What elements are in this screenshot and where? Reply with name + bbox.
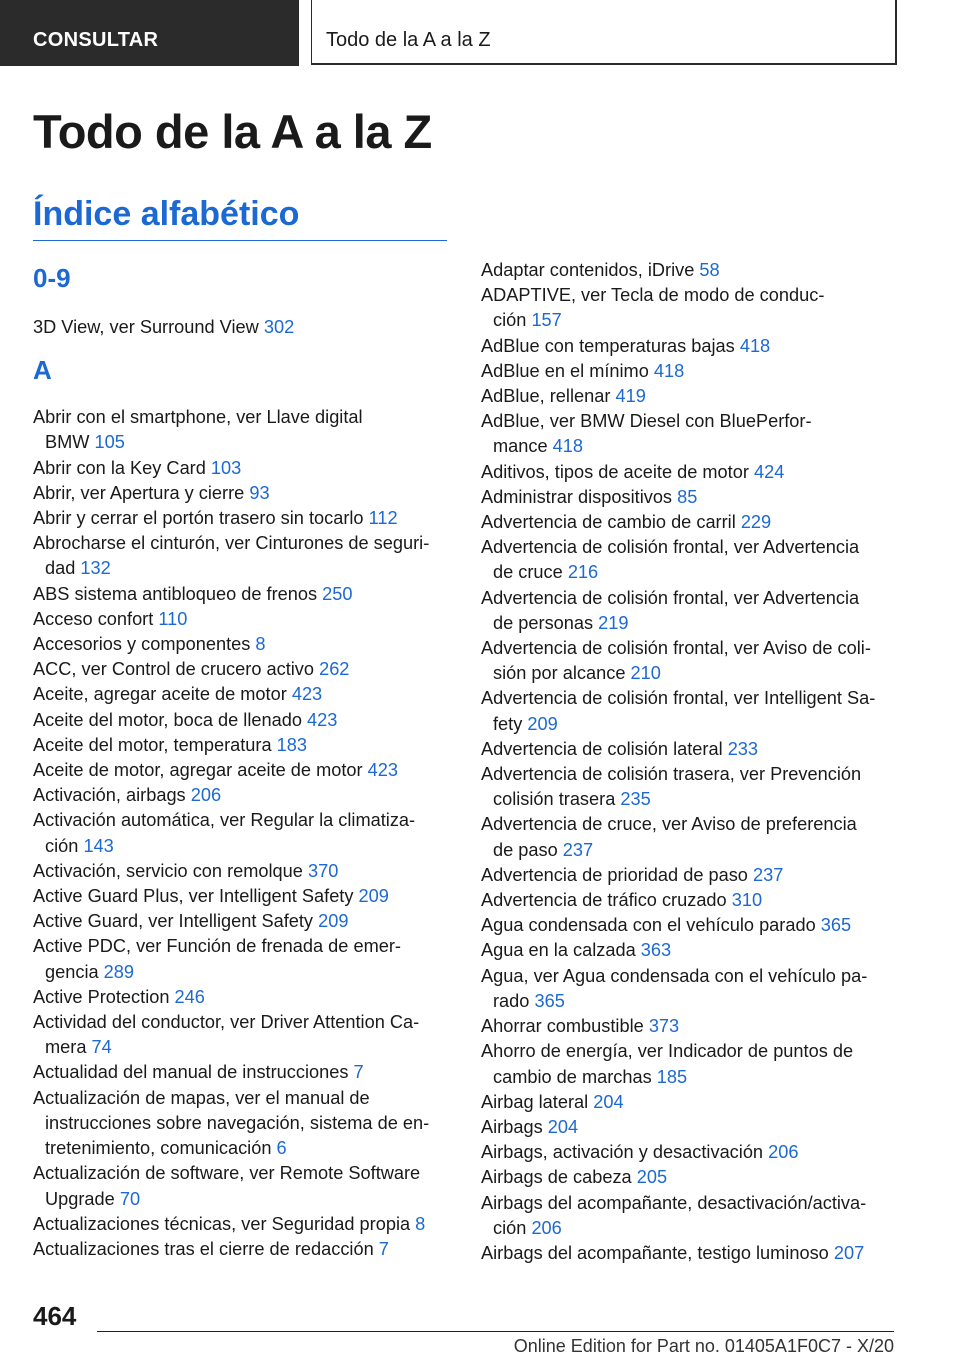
index-entry-text: de paso bbox=[493, 839, 558, 860]
page-reference-link[interactable]: 74 bbox=[91, 1037, 112, 1058]
index-entry bbox=[481, 636, 901, 686]
page-reference-link[interactable]: 7 bbox=[378, 1238, 389, 1259]
index-entry-text: Airbags, activación y desactivación bbox=[481, 1142, 764, 1163]
index-entry bbox=[33, 682, 453, 707]
page-reference-link[interactable]: 105 bbox=[94, 432, 125, 453]
edition-footer: Online Edition for Part no. 01405A1F0C7 - X/20 bbox=[513, 1336, 894, 1356]
index-entry bbox=[33, 808, 453, 858]
index-entry-text: Abrir con el smartphone, ver Llave digital bbox=[33, 407, 363, 428]
index-entry-text: AdBlue en el mínimo bbox=[481, 360, 649, 381]
page-reference-link[interactable]: 185 bbox=[656, 1066, 688, 1087]
index-entry bbox=[481, 1241, 901, 1266]
page-reference-link[interactable]: 365 bbox=[534, 990, 565, 1011]
breadcrumb bbox=[311, 0, 897, 65]
index-entry-text: Advertencia de cruce, ver Aviso de preferencia bbox=[481, 814, 857, 835]
index-entry bbox=[33, 934, 453, 984]
index-entry bbox=[481, 1014, 901, 1039]
index-entry-text: de cruce bbox=[493, 562, 563, 583]
index-entry-text: mera bbox=[45, 1037, 87, 1058]
index-entry bbox=[481, 334, 901, 359]
page-reference-link[interactable]: 206 bbox=[768, 1142, 799, 1163]
page-reference-link[interactable]: 206 bbox=[531, 1217, 562, 1238]
index-entry bbox=[33, 708, 453, 733]
index-entry-text: Active Protection bbox=[33, 986, 170, 1007]
section-tab-label: CONSULTAR bbox=[33, 29, 159, 51]
index-entry-text: Airbags bbox=[481, 1116, 543, 1137]
index-entry bbox=[33, 985, 453, 1010]
index-entry-text: Abrir con la Key Card bbox=[33, 457, 206, 478]
page-reference-link[interactable]: 204 bbox=[593, 1091, 624, 1112]
index-entry-text: Ahorro de energía, ver Indicador de puntos de bbox=[481, 1041, 854, 1062]
page-reference-link[interactable]: 183 bbox=[276, 734, 307, 755]
index-entry bbox=[33, 632, 453, 657]
index-entry-text: Actualizaciones técnicas, ver Seguridad propia bbox=[33, 1213, 411, 1234]
page-reference-link[interactable]: 370 bbox=[307, 860, 339, 881]
index-entry-text: Active Guard, ver Intelligent Safety bbox=[33, 911, 314, 932]
page-reference-link[interactable]: 103 bbox=[210, 457, 242, 478]
page-reference-link[interactable]: 250 bbox=[322, 583, 353, 604]
footer-divider bbox=[97, 1331, 894, 1332]
breadcrumb-label: Todo de la A a la Z bbox=[326, 29, 491, 51]
index-entry bbox=[33, 859, 453, 884]
index-entry-text: Airbags del acompañante, desactivación/activa- bbox=[481, 1192, 867, 1213]
index-entry bbox=[33, 909, 453, 934]
index-entry bbox=[481, 737, 901, 762]
index-entry-text: ACC, ver Control de crucero activo bbox=[33, 659, 315, 680]
page-reference-link[interactable]: 8 bbox=[255, 634, 266, 655]
page-reference-link[interactable]: 419 bbox=[615, 386, 646, 407]
page-reference-link[interactable]: 216 bbox=[567, 562, 599, 583]
index-entry-text: Upgrade bbox=[45, 1188, 115, 1209]
index-entry bbox=[481, 1191, 901, 1241]
page-reference-link[interactable]: 237 bbox=[562, 839, 594, 860]
index-entry bbox=[33, 607, 453, 632]
index-entry-text: Activación automática, ver Regular la climatiza- bbox=[33, 810, 416, 831]
index-entry bbox=[33, 405, 453, 455]
page-reference-link[interactable]: 204 bbox=[547, 1116, 579, 1137]
page-reference-link[interactable]: 207 bbox=[833, 1242, 865, 1263]
index-entry-text: de personas bbox=[493, 612, 594, 633]
index-entry bbox=[481, 359, 901, 384]
page-reference-link[interactable]: 418 bbox=[739, 335, 771, 356]
index-entry bbox=[481, 460, 901, 485]
index-entry bbox=[33, 506, 453, 531]
index-entry bbox=[481, 283, 901, 333]
page-reference-link[interactable]: 112 bbox=[368, 508, 398, 529]
page-reference-link[interactable]: 110 bbox=[158, 608, 188, 629]
index-entry bbox=[481, 1165, 901, 1190]
index-entry bbox=[481, 1090, 901, 1115]
index-entry-text: Agua en la calzada bbox=[481, 940, 636, 961]
page-reference-link[interactable]: 205 bbox=[636, 1167, 668, 1188]
index-entry-text: Advertencia de colisión lateral bbox=[481, 738, 723, 759]
page-reference-link[interactable]: 157 bbox=[531, 310, 562, 331]
page-reference-link[interactable]: 418 bbox=[653, 360, 685, 381]
index-entry-text: AdBlue, rellenar bbox=[481, 386, 611, 407]
index-entry-text: Abrocharse el cinturón, ver Cinturones de seguri- bbox=[33, 533, 430, 554]
index-entry bbox=[33, 657, 453, 682]
index-entry-text: Advertencia de colisión frontal, ver Aviso de coli- bbox=[481, 638, 871, 659]
index-entry bbox=[481, 913, 901, 938]
index-entry-text: Actualidad del manual de instrucciones bbox=[33, 1062, 349, 1083]
index-entry bbox=[33, 582, 453, 607]
index-entry-text: Aceite, agregar aceite de motor bbox=[33, 684, 287, 705]
index-entry-text: Advertencia de prioridad de paso bbox=[481, 864, 748, 885]
index-section-heading: A bbox=[33, 355, 52, 386]
index-entry bbox=[33, 1086, 453, 1162]
index-entry bbox=[481, 1039, 901, 1089]
page-reference-link[interactable]: 143 bbox=[83, 835, 114, 856]
page-title: Todo de la A a la Z bbox=[33, 105, 432, 158]
page-reference-link[interactable]: 6 bbox=[276, 1138, 287, 1159]
page-reference-link[interactable]: 365 bbox=[820, 915, 852, 936]
page-reference-link[interactable]: 210 bbox=[630, 663, 661, 684]
index-entry bbox=[33, 783, 453, 808]
index-entry-text: Aceite de motor, agregar aceite de motor bbox=[33, 760, 363, 781]
index-entry-text: Abrir y cerrar el portón trasero sin tocarlo bbox=[33, 508, 364, 529]
index-entry-text: Advertencia de colisión trasera, ver Prevención bbox=[481, 764, 862, 785]
index-entry-text: BMW bbox=[45, 432, 90, 453]
page-reference-link[interactable]: 237 bbox=[753, 864, 784, 885]
index-entry-text: Advertencia de tráfico cruzado bbox=[481, 890, 727, 911]
index-entry bbox=[481, 812, 901, 862]
index-entry-text: sión por alcance bbox=[493, 663, 626, 684]
page-reference-link[interactable]: 418 bbox=[552, 436, 584, 457]
index-entry-text: Advertencia de cambio de carril bbox=[481, 512, 736, 533]
index-section-heading: 0-9 bbox=[33, 263, 71, 293]
index-entry bbox=[33, 1010, 453, 1060]
index-entry bbox=[33, 1237, 453, 1262]
index-entry bbox=[481, 1140, 901, 1165]
index-entry bbox=[481, 535, 901, 585]
index-entry-text: Abrir, ver Apertura y cierre bbox=[33, 482, 245, 503]
index-entry bbox=[481, 762, 901, 812]
index-entry-text: Aceite del motor, temperatura bbox=[33, 734, 272, 755]
index-entry bbox=[33, 1060, 453, 1085]
index-entry-text: ABS sistema antibloqueo de frenos bbox=[33, 583, 318, 604]
page-reference-link[interactable]: 233 bbox=[727, 738, 759, 759]
index-entry-text: AdBlue con temperaturas bajas bbox=[481, 335, 735, 356]
index-entry-text: ción bbox=[493, 310, 527, 331]
index-entry-text: Activación, airbags bbox=[33, 785, 186, 806]
index-entry-text: Aceite del motor, boca de llenado bbox=[33, 709, 302, 730]
index-entry bbox=[481, 1115, 901, 1140]
index-entry-text: Agua condensada con el vehículo parado bbox=[481, 915, 816, 936]
index-entry-text: colisión trasera bbox=[493, 789, 616, 810]
page-reference-link[interactable]: 235 bbox=[620, 789, 651, 810]
page-reference-link[interactable]: 229 bbox=[740, 512, 772, 533]
page-reference-link[interactable]: 219 bbox=[598, 612, 629, 633]
index-entry bbox=[33, 456, 453, 481]
index-entry-text: Airbags del acompañante, testigo luminoso bbox=[481, 1242, 829, 1263]
page-reference-link[interactable]: 423 bbox=[291, 684, 323, 705]
index-entry bbox=[481, 384, 901, 409]
section-tab[interactable] bbox=[0, 0, 299, 66]
page-reference-link[interactable]: 289 bbox=[103, 961, 135, 982]
index-entry bbox=[481, 863, 901, 888]
page-reference-link[interactable]: 363 bbox=[640, 940, 672, 961]
index-entry bbox=[481, 510, 901, 535]
index-entry-text: dad bbox=[45, 558, 76, 579]
index-entry bbox=[481, 586, 901, 636]
page-reference-link[interactable]: 85 bbox=[677, 486, 698, 507]
index-entry-text: Acceso confort bbox=[33, 608, 154, 629]
index-entry bbox=[33, 531, 453, 581]
page-reference-link[interactable]: 424 bbox=[753, 461, 785, 482]
page-reference-link[interactable]: 7 bbox=[353, 1062, 364, 1083]
page-reference-link[interactable]: 206 bbox=[190, 785, 222, 806]
page-reference-link[interactable]: 262 bbox=[319, 659, 350, 680]
index-entry bbox=[481, 964, 901, 1014]
page-reference-link[interactable]: 209 bbox=[527, 713, 558, 734]
index-entry-text: fety bbox=[493, 713, 523, 734]
index-column-right bbox=[481, 258, 901, 1266]
index-entry-text: gencia bbox=[45, 961, 99, 982]
index-entry-text: Active Guard Plus, ver Intelligent Safety bbox=[33, 886, 354, 907]
index-entry bbox=[481, 938, 901, 963]
page-reference-link[interactable]: 246 bbox=[174, 986, 205, 1007]
page-reference-link[interactable]: 209 bbox=[358, 886, 389, 907]
index-entry-text: ción bbox=[45, 835, 79, 856]
index-entry bbox=[33, 1161, 453, 1211]
index-entry-text: AdBlue, ver BMW Diesel con BluePerfor- bbox=[481, 411, 812, 432]
page-reference-link[interactable]: 132 bbox=[80, 558, 111, 579]
index-entry-text: Activación, servicio con remolque bbox=[33, 860, 303, 881]
index-entry-text: Advertencia de colisión frontal, ver Advertencia bbox=[481, 537, 860, 558]
index-entry-text: Administrar dispositivos bbox=[481, 486, 673, 507]
index-entry bbox=[481, 888, 901, 913]
index-subtitle: Índice alfabético bbox=[33, 195, 300, 233]
index-entry-text: Airbags de cabeza bbox=[481, 1167, 632, 1188]
index-entry-text: ción bbox=[493, 1217, 527, 1238]
page-reference-link[interactable]: 209 bbox=[318, 911, 349, 932]
index-entry-text: instrucciones sobre navegación, sistema de en- bbox=[45, 1112, 430, 1133]
page-reference-link[interactable]: 373 bbox=[648, 1016, 680, 1037]
index-entry-text: Advertencia de colisión frontal, ver Intelligent Sa- bbox=[481, 688, 876, 709]
page-reference-link[interactable]: 70 bbox=[119, 1188, 141, 1209]
subtitle-divider bbox=[33, 240, 447, 241]
index-entry-text: ADAPTIVE, ver Tecla de modo de conduc- bbox=[481, 285, 825, 306]
index-entry bbox=[481, 686, 901, 736]
page-reference-link[interactable]: 310 bbox=[731, 890, 763, 911]
index-entry-text: Accesorios y componentes bbox=[33, 634, 251, 655]
index-entry-text: Active PDC, ver Función de frenada de emer- bbox=[33, 936, 401, 957]
index-entry bbox=[33, 758, 453, 783]
index-entry-text: mance bbox=[493, 436, 548, 457]
index-entry bbox=[33, 884, 453, 909]
index-entry-text: tretenimiento, comunicación bbox=[45, 1138, 272, 1159]
index-entry-text: rado bbox=[493, 990, 530, 1011]
index-entry bbox=[481, 409, 901, 459]
index-entry-text: Actividad del conductor, ver Driver Attention Ca- bbox=[33, 1012, 420, 1033]
index-entry-text: Actualización de mapas, ver el manual de bbox=[33, 1087, 370, 1108]
index-entry-text: Airbag lateral bbox=[481, 1091, 589, 1112]
index-entry-text: 3D View, ver Surround View bbox=[33, 317, 259, 337]
page-reference-link[interactable]: 423 bbox=[307, 709, 338, 730]
index-entry-text: Adaptar contenidos, iDrive bbox=[481, 260, 695, 280]
index-entry-text: cambio de marchas bbox=[493, 1066, 652, 1087]
index-entry bbox=[33, 1212, 453, 1237]
page-number: 464 bbox=[33, 1301, 77, 1331]
index-entry bbox=[33, 481, 453, 506]
page-reference-link[interactable]: 8 bbox=[415, 1213, 426, 1234]
index-entry-text: Actualizaciones tras el cierre de redacción bbox=[33, 1238, 374, 1259]
index-entry-text: Actualización de software, ver Remote Software bbox=[33, 1163, 421, 1184]
index-column-left bbox=[33, 258, 453, 1262]
index-entry bbox=[33, 733, 453, 758]
page-reference-link[interactable]: 58 bbox=[699, 260, 720, 280]
page-reference-link[interactable]: 302 bbox=[263, 317, 295, 337]
index-entry-text: Agua, ver Agua condensada con el vehículo pa- bbox=[481, 965, 868, 986]
page-reference-link[interactable]: 93 bbox=[249, 482, 270, 503]
index-entry bbox=[481, 258, 901, 283]
page-reference-link[interactable]: 423 bbox=[367, 760, 398, 781]
index-entry bbox=[33, 315, 453, 340]
index-entry-text: Ahorrar combustible bbox=[481, 1016, 644, 1037]
index-entry bbox=[481, 485, 901, 510]
index-entry-text: Aditivos, tipos de aceite de motor bbox=[481, 461, 749, 482]
index-entry-text: Advertencia de colisión frontal, ver Advertencia bbox=[481, 587, 860, 608]
